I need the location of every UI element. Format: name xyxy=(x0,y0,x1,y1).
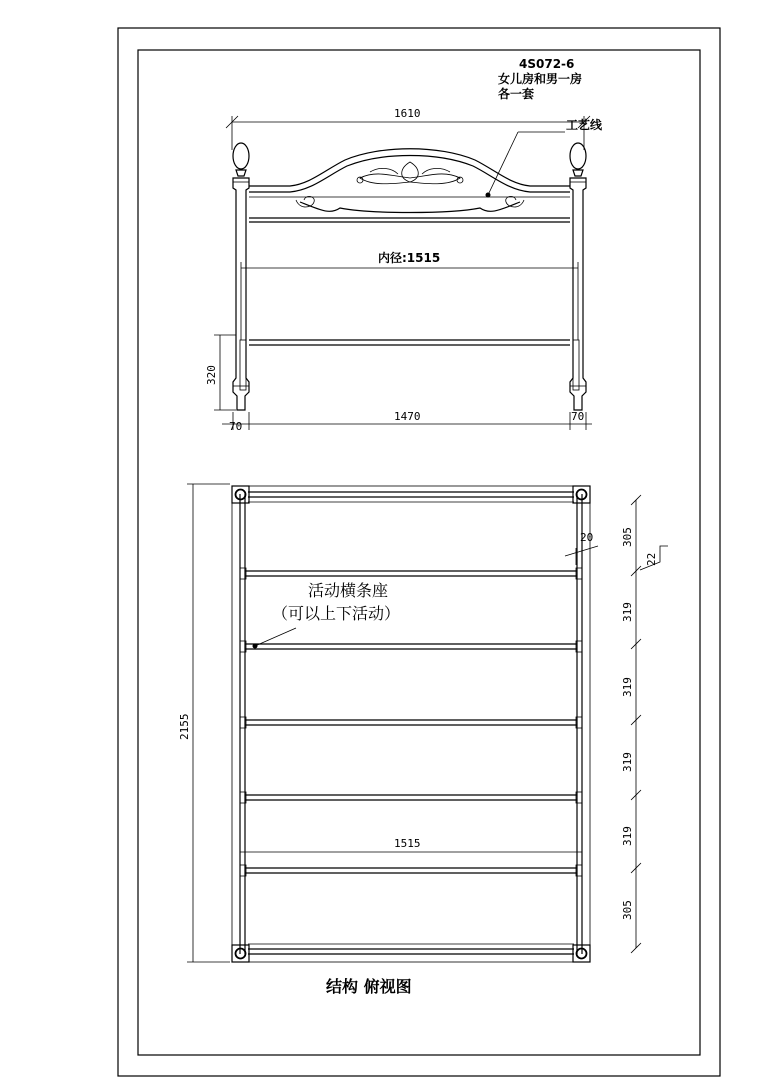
left-finial xyxy=(233,143,249,169)
craft-line-leader xyxy=(488,132,518,195)
top-view xyxy=(178,484,668,996)
inner-width-label: 1515 xyxy=(394,837,421,850)
carved-panel-edge xyxy=(300,202,520,213)
model-code: 4S072-6 xyxy=(519,57,575,71)
inner-frame xyxy=(138,50,700,1055)
height-label: 320 xyxy=(205,365,218,385)
right-finial xyxy=(570,143,586,169)
front-view xyxy=(205,107,603,433)
slat-2 xyxy=(240,641,582,652)
view-caption: 结构 俯视图 xyxy=(326,977,412,996)
slat-1 xyxy=(240,568,582,579)
spacing-label-3: 319 xyxy=(621,677,634,697)
bottom-width-label: 1470 xyxy=(394,410,421,423)
slat-note-leader xyxy=(255,628,296,646)
spacing-label-6: 305 xyxy=(621,900,634,920)
overall-length-label: 2155 xyxy=(178,713,191,740)
overall-width-label: 1610 xyxy=(394,107,421,120)
spacing-label-2: 319 xyxy=(621,602,634,622)
leg-right-label: 70 xyxy=(571,410,585,423)
craft-line-dot xyxy=(486,193,491,198)
slat-4 xyxy=(240,792,582,803)
slat-3 xyxy=(240,717,582,728)
title-line-2: 各一套 xyxy=(498,87,535,101)
craft-line-label: 工艺线 xyxy=(566,118,603,132)
spacing-label-4: 319 xyxy=(621,752,634,772)
inner-diameter-label: 内径:1515 xyxy=(378,251,441,265)
slat-5 xyxy=(240,865,582,876)
gap-marker-label: 22 xyxy=(645,552,658,566)
leg-left-label: 70 xyxy=(229,420,243,433)
slat-note-line-2: （可以上下活动） xyxy=(272,604,401,623)
slat-width-label: 20 xyxy=(580,531,594,544)
slat-note-dot xyxy=(253,644,258,649)
slat-note-line-1: 活动横条座 xyxy=(308,581,389,600)
top-rail xyxy=(249,149,570,186)
title-line-1: 女儿房和男一房 xyxy=(498,72,583,86)
ornament-carving xyxy=(357,162,463,184)
bed-frame-outline xyxy=(232,486,590,962)
spacing-label-5: 319 xyxy=(621,826,634,846)
spacing-label-1: 305 xyxy=(621,527,634,547)
